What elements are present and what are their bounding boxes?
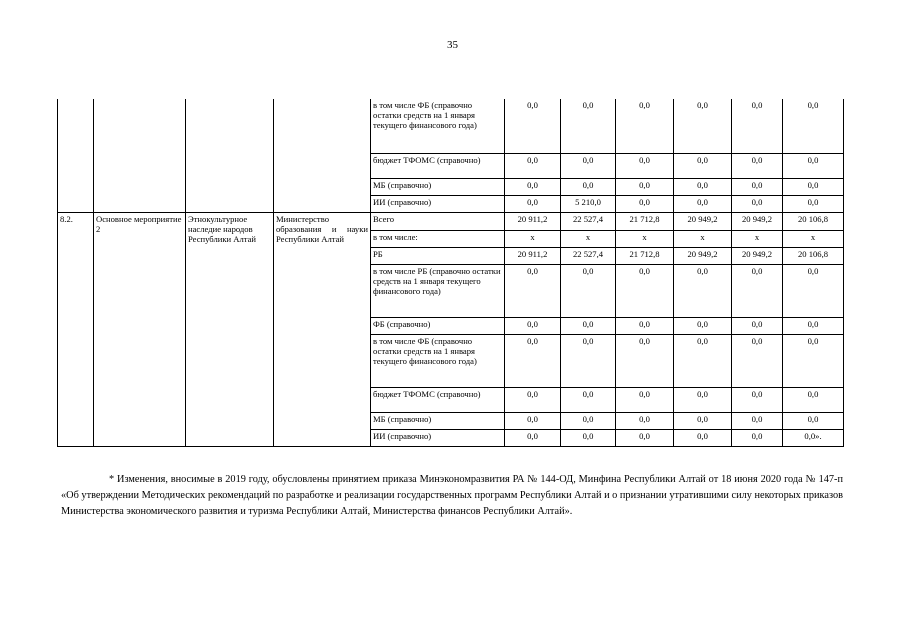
value-cell: 0,0 xyxy=(505,99,561,153)
value-cell: 20 106,8 xyxy=(783,212,844,230)
value-cell: 0,0 xyxy=(783,153,844,178)
source-label: ИИ (справочно) xyxy=(371,195,505,212)
value-cell: 0,0 xyxy=(561,178,616,195)
value-cell: 0,0 xyxy=(674,195,732,212)
value-cell: 0,0 xyxy=(732,317,783,334)
value-cell: 0,0 xyxy=(732,178,783,195)
value-cell: 0,0 xyxy=(674,412,732,429)
value-cell: 0,0 xyxy=(616,429,674,446)
value-cell: 0,0 xyxy=(616,264,674,317)
value-cell: 20 949,2 xyxy=(732,247,783,264)
value-cell: 20 911,2 xyxy=(505,212,561,230)
value-cell: 0,0». xyxy=(783,429,844,446)
value-cell: 0,0 xyxy=(616,412,674,429)
value-cell: 0,0 xyxy=(732,387,783,412)
footnote: * Изменения, вносимые в 2019 году, обусловлены принятием приказа Минэкономразвития РА № 144-ОД, Минфина Республики Алтай от 18 июня 2020 года № 147-п «Об утверждении Методических рекомендаций по разработке и реализации государственных программ Республики Алтай и о признании утратившими силу некоторых приказов Министерства экономического развития и туризма Республики Алтай, Министерства финансов Республики Алтай». xyxy=(61,474,843,518)
value-cell: 0,0 xyxy=(674,99,732,153)
value-cell: 0,0 xyxy=(732,99,783,153)
measure-number: 8.2. xyxy=(58,212,94,446)
source-label: бюджет ТФОМС (справочно) xyxy=(371,387,505,412)
source-label: в том числе РБ (справочно остатки средств на 1 января текущего финансового года) xyxy=(371,264,505,317)
value-cell: 20 949,2 xyxy=(674,212,732,230)
source-label: бюджет ТФОМС (справочно) xyxy=(371,153,505,178)
value-cell: 5 210,0 xyxy=(561,195,616,212)
value-cell: х xyxy=(561,230,616,247)
value-cell: 0,0 xyxy=(674,429,732,446)
value-cell: 0,0 xyxy=(783,387,844,412)
value-cell: 20 106,8 xyxy=(783,247,844,264)
measure-executor: Министерство образования и науки Республики Алтай xyxy=(274,212,371,446)
measure-status: Основное мероприятие 2 xyxy=(94,212,186,446)
value-cell: 0,0 xyxy=(616,195,674,212)
value-cell: 0,0 xyxy=(561,264,616,317)
value-cell: 0,0 xyxy=(783,195,844,212)
empty-cell xyxy=(94,99,186,212)
value-cell: 20 911,2 xyxy=(505,247,561,264)
value-cell: 20 949,2 xyxy=(674,247,732,264)
source-label: в том числе: xyxy=(371,230,505,247)
value-cell: 0,0 xyxy=(674,153,732,178)
value-cell: 0,0 xyxy=(732,153,783,178)
value-cell: 0,0 xyxy=(561,334,616,387)
source-label: ИИ (справочно) xyxy=(371,429,505,446)
value-cell: х xyxy=(616,230,674,247)
value-cell: х xyxy=(783,230,844,247)
value-cell: 0,0 xyxy=(783,317,844,334)
value-cell: 0,0 xyxy=(732,195,783,212)
value-cell: 0,0 xyxy=(616,317,674,334)
table-row xyxy=(58,99,844,153)
source-label: Всего xyxy=(371,212,505,230)
value-cell: 0,0 xyxy=(505,387,561,412)
empty-cell xyxy=(186,99,274,212)
page-number: 35 xyxy=(447,39,458,51)
value-cell: 0,0 xyxy=(674,178,732,195)
value-cell: 0,0 xyxy=(674,387,732,412)
value-cell: 0,0 xyxy=(674,317,732,334)
value-cell: 22 527,4 xyxy=(561,212,616,230)
value-cell: 0,0 xyxy=(505,153,561,178)
value-cell: 0,0 xyxy=(732,412,783,429)
measure-name: Этнокультурное наследие народов Республики Алтай xyxy=(186,212,274,446)
empty-cell xyxy=(58,99,94,212)
value-cell: 0,0 xyxy=(783,264,844,317)
budget-table xyxy=(57,99,844,447)
value-cell: 0,0 xyxy=(505,178,561,195)
source-label: в том числе ФБ (справочно остатки средств на 1 января текущего финансового года) xyxy=(371,334,505,387)
value-cell: 0,0 xyxy=(674,264,732,317)
table-row xyxy=(58,212,844,230)
value-cell: 0,0 xyxy=(783,99,844,153)
value-cell: 0,0 xyxy=(732,264,783,317)
value-cell: 0,0 xyxy=(616,178,674,195)
value-cell: 0,0 xyxy=(505,429,561,446)
source-label: ФБ (справочно) xyxy=(371,317,505,334)
source-label: МБ (справочно) xyxy=(371,178,505,195)
value-cell: 0,0 xyxy=(505,334,561,387)
value-cell: 0,0 xyxy=(616,99,674,153)
value-cell: х xyxy=(674,230,732,247)
value-cell: 0,0 xyxy=(505,195,561,212)
value-cell: 0,0 xyxy=(561,429,616,446)
value-cell: 0,0 xyxy=(505,317,561,334)
value-cell: 0,0 xyxy=(732,334,783,387)
value-cell: 0,0 xyxy=(783,412,844,429)
value-cell: 0,0 xyxy=(783,334,844,387)
value-cell: х xyxy=(732,230,783,247)
value-cell: 0,0 xyxy=(616,387,674,412)
value-cell: 0,0 xyxy=(505,412,561,429)
value-cell: 0,0 xyxy=(505,264,561,317)
value-cell: 0,0 xyxy=(561,317,616,334)
value-cell: 0,0 xyxy=(783,178,844,195)
value-cell: 0,0 xyxy=(561,99,616,153)
value-cell: 20 949,2 xyxy=(732,212,783,230)
value-cell: 22 527,4 xyxy=(561,247,616,264)
source-label: в том числе ФБ (справочно остатки средств на 1 января текущего финансового года) xyxy=(371,99,505,153)
source-label: МБ (справочно) xyxy=(371,412,505,429)
value-cell: 0,0 xyxy=(674,334,732,387)
value-cell: 0,0 xyxy=(561,153,616,178)
value-cell: 0,0 xyxy=(561,412,616,429)
empty-cell xyxy=(274,99,371,212)
value-cell: 0,0 xyxy=(616,153,674,178)
value-cell: 0,0 xyxy=(732,429,783,446)
value-cell: 0,0 xyxy=(561,387,616,412)
value-cell: 0,0 xyxy=(616,334,674,387)
value-cell: 21 712,8 xyxy=(616,247,674,264)
source-label: РБ xyxy=(371,247,505,264)
value-cell: 21 712,8 xyxy=(616,212,674,230)
value-cell: х xyxy=(505,230,561,247)
